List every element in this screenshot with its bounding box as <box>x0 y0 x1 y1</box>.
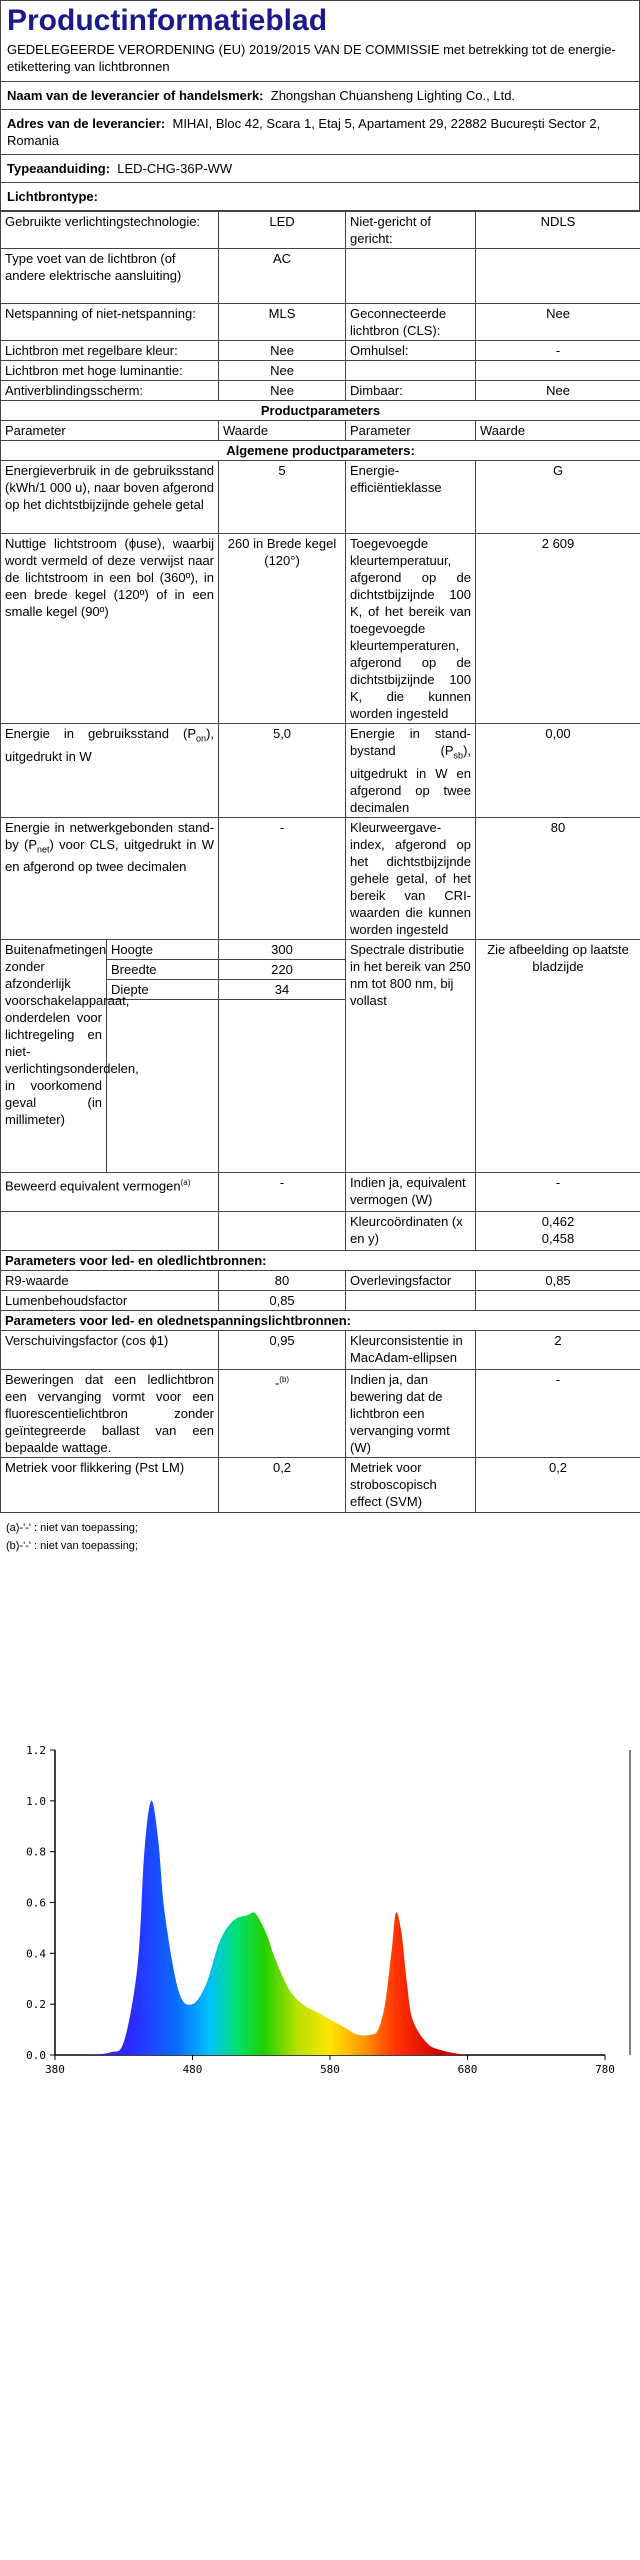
type-value-2: - <box>476 341 640 361</box>
param-label-2 <box>346 1290 476 1310</box>
section-header <box>1 1250 640 1270</box>
param-label-2: Kleurweergave-index, afgerond op het dichtstbijzijnde gehele getal, of het bereik van CRI-waarden die kunnen worden ingesteld <box>346 817 476 939</box>
type-row <box>1 381 640 401</box>
param-label-2: Overlevingsfactor <box>346 1270 476 1290</box>
param-value-2: 0,2 <box>476 1457 640 1512</box>
type-value: Nee <box>219 381 346 401</box>
mains-params-title: Parameters voor led- en olednetspanningslichtbronnen: <box>1 1310 640 1330</box>
supplier-value: Zhongshan Chuansheng Lighting Co., Ltd. <box>270 88 516 103</box>
type-label-2 <box>346 361 476 381</box>
spectral-label: Spectrale distributie in het bereik van 250 nm tot 800 nm, bij vollast <box>346 939 476 1172</box>
x-tick-label: 680 <box>457 2063 478 2076</box>
equivalent-value-2: - <box>476 1172 640 1211</box>
col-param: Parameter <box>1 421 219 441</box>
param-value-2 <box>476 1290 640 1310</box>
col-value: Waarde <box>219 421 346 441</box>
supplier-label: Naam van de leverancier of handelsmerk: <box>7 88 264 103</box>
footnotes <box>0 1513 640 1561</box>
param-row <box>1 724 640 818</box>
equivalent-label-2: Indien ja, equivalent vermogen (W) <box>346 1172 476 1211</box>
y-tick-label: 0.2 <box>26 1998 46 2012</box>
param-label: Beweringen dat een ledlichtbron een vervanging vormt voor een fluorescentielichtbron zonder geïntegreerde ballast van een bepaalde wattage. <box>1 1369 219 1457</box>
equivalent-value: - <box>219 1172 346 1211</box>
param-label: Metriek voor flikkering (Pst LM) <box>1 1457 219 1512</box>
param-row <box>1 1270 640 1290</box>
supplier-row <box>0 82 640 110</box>
dimension-spacer-value <box>219 999 346 1172</box>
section-header <box>1 401 640 421</box>
param-value: 80 <box>219 1270 346 1290</box>
product-params-title: Productparameters <box>1 401 640 421</box>
param-value-2: 2 <box>476 1330 640 1369</box>
column-header-row <box>1 421 640 441</box>
type-label: Lichtbron met regelbare kleur: <box>1 341 219 361</box>
type-value: LED <box>219 212 346 249</box>
model-value: LED-CHG-36P-WW <box>117 161 233 176</box>
type-label: Netspanning of niet-netspanning: <box>1 304 219 341</box>
param-label-2: Metriek voor stroboscopisch effect (SVM) <box>346 1457 476 1512</box>
type-row <box>1 212 640 249</box>
type-value-2: Nee <box>476 304 640 341</box>
dimension-name: Diepte <box>107 979 219 999</box>
dimension-value: 34 <box>219 979 346 999</box>
param-row <box>1 1211 640 1250</box>
param-value: 5,0 <box>219 724 346 818</box>
param-row <box>1 1172 640 1211</box>
address-value: MIHAI, Bloc 42, Scara 1, Etaj 5, Apartament 29, 22882 București Sector 2, Romania <box>7 116 601 148</box>
col-value-2: Waarde <box>476 421 640 441</box>
param-row <box>1 817 640 939</box>
param-row <box>1 1369 640 1457</box>
param-label: Nuttige lichtstroom (ϕuse), waarbij wordt vermeld of deze verwijst naar de lichtstroom in een bol (360º), in een brede kegel (120º) of in een smalle kegel (90º) <box>1 534 219 724</box>
param-label: Verschuivingsfactor (cos ϕ1) <box>1 1330 219 1369</box>
address-row <box>0 110 640 155</box>
page-title: Productinformatieblad <box>0 0 640 39</box>
lightsource-type-row <box>0 183 640 211</box>
dimension-spacer <box>107 999 219 1172</box>
led-params-title: Parameters voor led- en oledlichtbronnen: <box>1 1250 640 1270</box>
type-label: Lichtbron met hoge luminantie: <box>1 361 219 381</box>
spectrum-chart <box>0 1735 640 2135</box>
spectrum-area <box>55 1801 605 2055</box>
y-tick-label: 0.4 <box>26 1947 46 1961</box>
lightsource-type-label: Lichtbrontype: <box>7 189 98 204</box>
type-value: AC <box>219 249 346 304</box>
type-label-2: Geconnecteerde lichtbron (CLS): <box>346 304 476 341</box>
type-value: Nee <box>219 361 346 381</box>
x-tick-label: 380 <box>45 2063 65 2076</box>
type-label-2: Dimbaar: <box>346 381 476 401</box>
general-params-title: Algemene productparameters: <box>1 441 640 461</box>
type-label: Gebruikte verlichtingstechnologie: <box>1 212 219 249</box>
param-value: 0,2 <box>219 1457 346 1512</box>
type-value-2: NDLS <box>476 212 640 249</box>
chroma-value: 0,462 0,458 <box>476 1211 640 1250</box>
chroma-empty <box>1 1211 219 1250</box>
x-tick-label: 580 <box>320 2063 340 2076</box>
param-row <box>1 461 640 534</box>
dimensions-label: Buitenafmetingen zonder afzonderlijk voorschakelapparaat, onderdelen voor lichtregeling en niet-verlichtingsonderdelen, in voorkomend geval (in millimeter) <box>1 939 107 1172</box>
type-row <box>1 341 640 361</box>
spec-table <box>0 211 640 1513</box>
regulation-subtitle: GEDELEGEERDE VERORDENING (EU) 2019/2015 VAN DE COMMISSIE met betrekking tot de energie-etikettering van lichtbronnen <box>0 39 640 82</box>
dimension-value: 220 <box>219 959 346 979</box>
param-label: Energieverbruik in de gebruiksstand (kWh/1 000 u), naar boven afgerond op het dichtstbijzijnde gehele getal <box>1 461 219 534</box>
param-label: Lumenbehoudsfactor <box>1 1290 219 1310</box>
y-tick-label: 0.6 <box>26 1896 46 1910</box>
address-label: Adres van de leverancier: <box>7 116 166 131</box>
section-header <box>1 1310 640 1330</box>
param-value: 5 <box>219 461 346 534</box>
y-tick-label: 0.8 <box>26 1845 46 1859</box>
param-row <box>1 534 640 724</box>
param-value: 0,95 <box>219 1330 346 1369</box>
param-value-2: 0,00 <box>476 724 640 818</box>
dimension-value: 300 <box>219 939 346 959</box>
y-tick-label: 1.2 <box>26 1744 46 1757</box>
chroma-empty-value <box>219 1211 346 1250</box>
type-value-2 <box>476 249 640 304</box>
param-value: 260 in Brede kegel (120°) <box>219 534 346 724</box>
type-row <box>1 304 640 341</box>
type-label-2 <box>346 249 476 304</box>
param-label-2: Energie in stand-bystand $(P_{sb})$, uitgedrukt in W en afgerond op twee decimalen <box>346 724 476 818</box>
param-label-2: Energie-efficiëntieklasse <box>346 461 476 534</box>
type-label-2: Niet-gericht of gericht: <box>346 212 476 249</box>
col-param-2: Parameter <box>346 421 476 441</box>
param-value: 0,85 <box>219 1290 346 1310</box>
dimension-name: Hoogte <box>107 939 219 959</box>
type-value-2 <box>476 361 640 381</box>
x-tick-label: 780 <box>595 2063 615 2076</box>
type-label: Antiverblindingsscherm: <box>1 381 219 401</box>
type-label-2: Omhulsel: <box>346 341 476 361</box>
type-value-2: Nee <box>476 381 640 401</box>
footnote-b: (b)-'-' : niet van toepassing; <box>6 1539 138 1552</box>
param-row <box>1 1290 640 1310</box>
param-label: Energie in netwerkgebonden stand-by $(P_{net})$ voor CLS, uitgedrukt in W en afgerond op twee decimalen <box>1 817 219 939</box>
param-value: - <box>219 817 346 939</box>
param-label: R9-waarde <box>1 1270 219 1290</box>
section-header <box>1 441 640 461</box>
x-tick-label: 480 <box>182 2063 203 2076</box>
dimension-name: Breedte <box>107 959 219 979</box>
param-value-2: 0,85 <box>476 1270 640 1290</box>
type-value: MLS <box>219 304 346 341</box>
dimension-row <box>1 939 640 959</box>
footnote-a: (a)-'-' : niet van toepassing; <box>6 1521 138 1534</box>
param-row <box>1 1457 640 1512</box>
param-label-2: Indien ja, dan bewering dat de lichtbron een vervanging vormt (W) <box>346 1369 476 1457</box>
type-row <box>1 249 640 304</box>
equivalent-label: Beweerd equivalent vermogen$^{(a)}$ <box>1 1172 219 1211</box>
y-tick-label: 0.0 <box>26 2049 46 2062</box>
param-row <box>1 1330 640 1369</box>
param-value-2: - <box>476 1369 640 1457</box>
spectrum-svg <box>0 1735 640 2135</box>
type-value: Nee <box>219 341 346 361</box>
param-value-2: 80 <box>476 817 640 939</box>
param-label: Energie in gebruiksstand $(P_{on})$, uitgedrukt in W <box>1 724 219 818</box>
param-label-2: Toegevoegde kleurtemperatuur, afgerond op de dichtstbijzijnde 100 K, of het bereik van toegevoegde kleurtemperaturen, afgerond op de dichtstbijzijnde 100 K, die kunnen worden ingesteld <box>346 534 476 724</box>
type-row <box>1 361 640 381</box>
y-tick-label: 1.0 <box>26 1794 46 1808</box>
param-value-2: 2 609 <box>476 534 640 724</box>
model-label: Typeaanduiding: <box>7 161 111 176</box>
param-label-2: Kleurconsistentie in MacAdam-ellipsen <box>346 1330 476 1369</box>
chroma-label: Kleurcoördinaten (x en y) <box>346 1211 476 1250</box>
type-label: Type voet van de lichtbron (of andere elektrische aansluiting) <box>1 249 219 304</box>
model-row <box>0 155 640 183</box>
param-value: -$^{(b)}$ <box>219 1369 346 1457</box>
spectral-value: Zie afbeelding op laatste bladzijde <box>476 939 640 1172</box>
param-value-2: G <box>476 461 640 534</box>
